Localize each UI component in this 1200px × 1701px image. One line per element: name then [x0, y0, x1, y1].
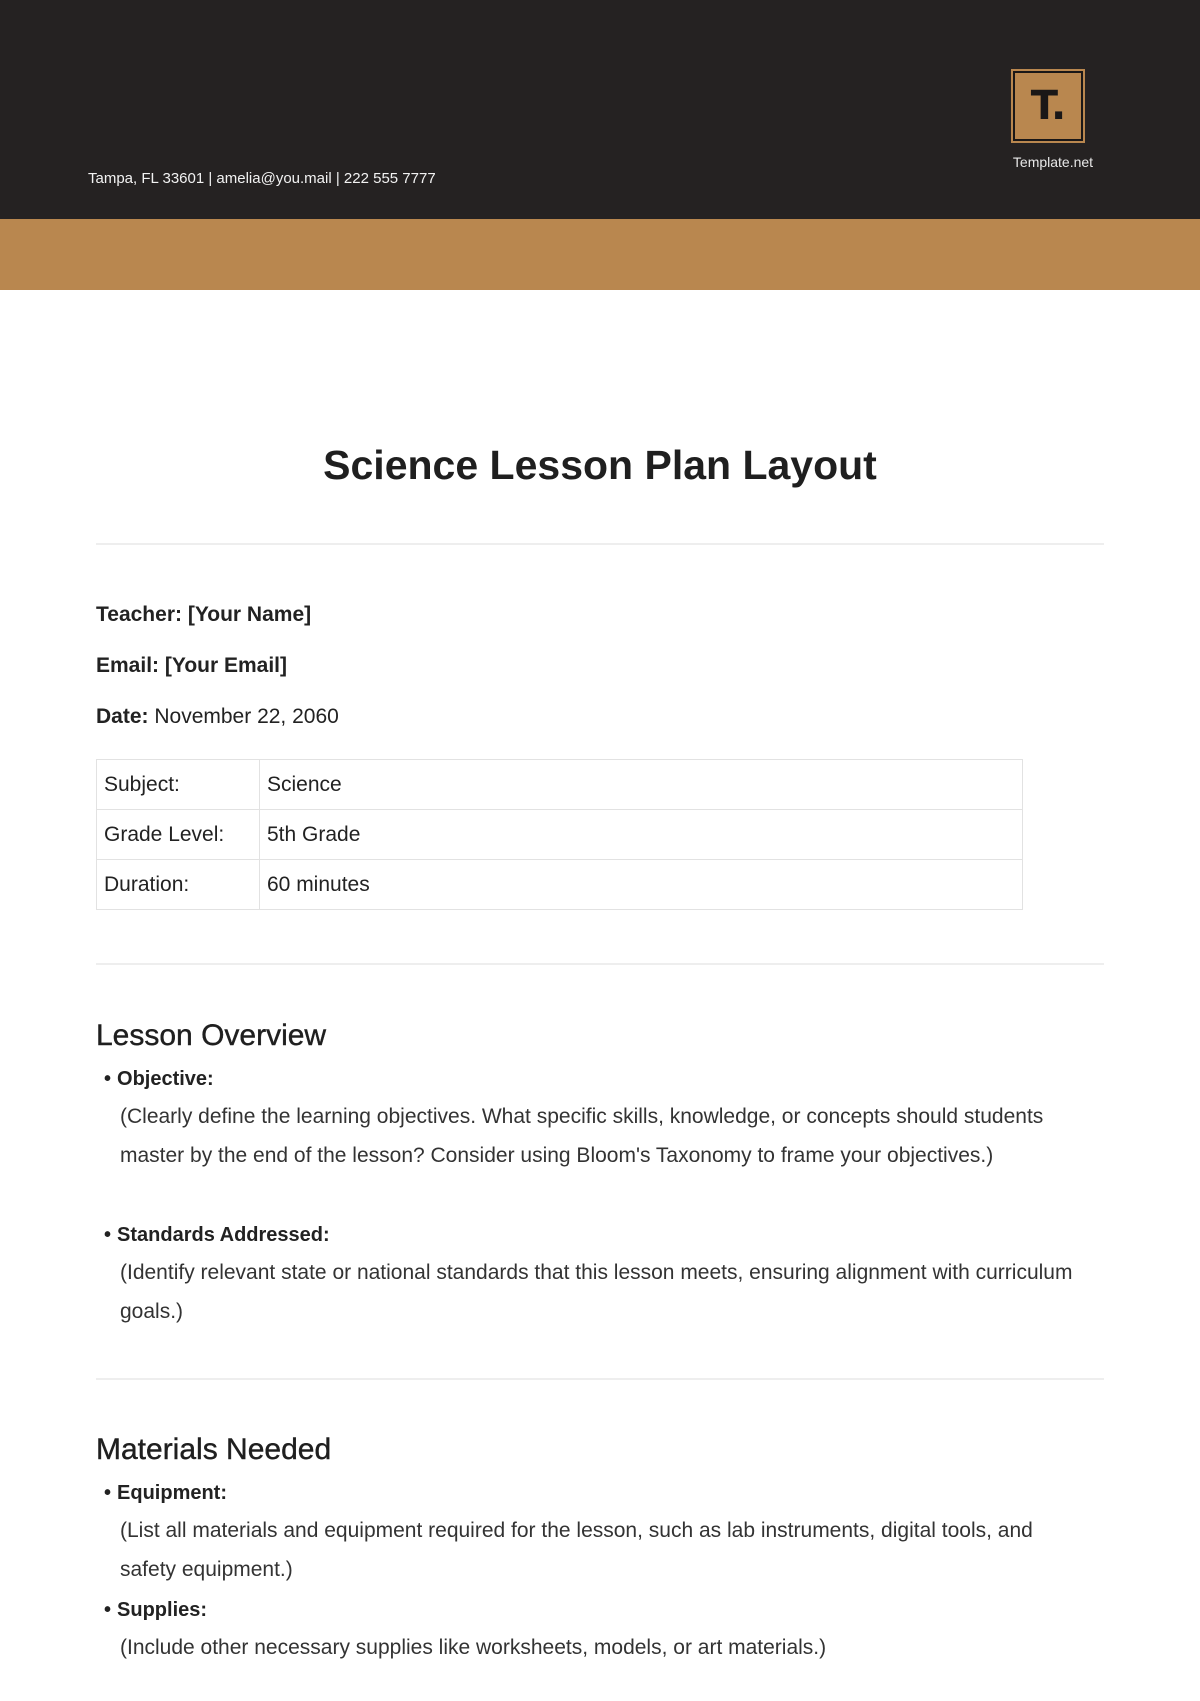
divider — [96, 543, 1104, 545]
teacher-line — [96, 603, 311, 627]
teacher-value: [Your Name] — [187, 603, 312, 626]
section-heading-lesson-overview: Lesson Overview — [96, 1019, 327, 1052]
template-logo — [1013, 71, 1083, 141]
page-title: Science Lesson Plan Layout — [323, 442, 877, 488]
section-heading-materials-needed: Materials Needed — [96, 1433, 332, 1466]
list-item-body: (Clearly define the learning objectives. What specific skills, knowledge, or concepts should students master by the end of the lesson? Consider using Bloom's Taxonomy to frame your objectives.) — [120, 1105, 1044, 1167]
table-value-cell: Science — [260, 760, 1023, 810]
item-title-text: Supplies: — [117, 1599, 208, 1621]
logo-glyph: T. — [1030, 83, 1066, 129]
table-row — [97, 810, 1023, 860]
date-value: November 22, 2060 — [154, 705, 339, 728]
divider — [96, 1378, 1104, 1380]
table-key-cell: Grade Level: — [97, 810, 260, 860]
bullet-icon: • — [104, 1482, 112, 1504]
list-item-body: (List all materials and equipment required for the lesson, such as lab instruments, digital tools, and safety equipment.) — [120, 1519, 1033, 1581]
table-key-cell: Subject: — [97, 760, 260, 810]
divider — [96, 963, 1104, 965]
date-label: Date: — [96, 705, 149, 728]
header-banner — [0, 0, 1200, 219]
date-line — [96, 705, 339, 729]
table-key-cell: Duration: — [97, 860, 260, 910]
list-item-body: (Identify relevant state or national standards that this lesson meets, ensuring alignment with curriculum goals.) — [120, 1261, 1073, 1323]
lesson-info-table — [96, 759, 1023, 910]
list-item-title — [104, 1068, 214, 1091]
header-contact-info: Tampa, FL 33601 | amelia@you.mail | 222 555 7777 — [88, 170, 436, 187]
email-line — [96, 654, 287, 678]
list-item-title — [104, 1482, 227, 1505]
table-row — [97, 860, 1023, 910]
email-label: Email: — [96, 654, 160, 677]
list-item-body: (Include other necessary supplies like worksheets, models, or art materials.) — [120, 1636, 827, 1659]
table-value-cell: 60 minutes — [260, 860, 1023, 910]
bullet-icon: • — [104, 1599, 112, 1621]
list-item-title — [104, 1599, 207, 1622]
logo-caption: Template.net — [1012, 154, 1094, 170]
item-title-text: Objective: — [117, 1068, 214, 1090]
teacher-label: Teacher: — [96, 603, 182, 626]
email-value: [Your Email] — [164, 654, 287, 677]
item-title-text: Equipment: — [117, 1482, 228, 1504]
table-value-cell: 5th Grade — [260, 810, 1023, 860]
table-row — [97, 760, 1023, 810]
header-accent-band — [0, 219, 1200, 290]
bullet-icon: • — [104, 1068, 112, 1090]
item-title-text: Standards Addressed: — [117, 1224, 330, 1246]
list-item-title — [104, 1224, 330, 1247]
bullet-icon: • — [104, 1224, 112, 1246]
